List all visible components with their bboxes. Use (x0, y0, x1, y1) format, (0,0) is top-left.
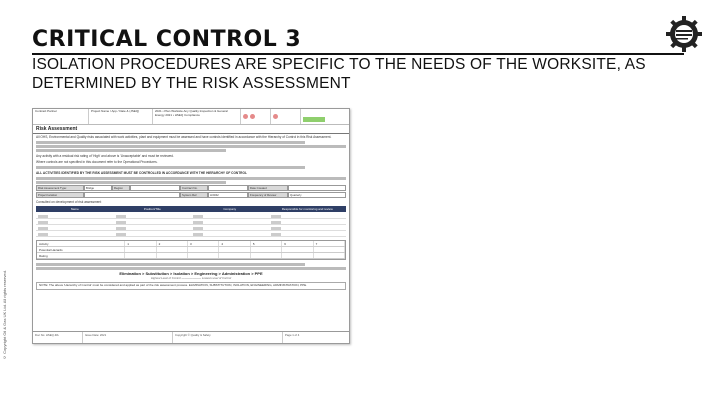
text-line (36, 141, 305, 144)
matrix-row (37, 253, 345, 259)
form-label: Project location (36, 192, 84, 198)
doc-header-cell (271, 109, 301, 124)
side-copyright: © Copyright Oil & Gas UK Ltd. All rights reserved. (2, 270, 7, 360)
text-line (36, 267, 346, 270)
consult-table-header (36, 206, 346, 212)
footer-cell: Copyright © Quality & Safety (173, 332, 283, 343)
col-header: Position/Title (143, 207, 161, 211)
footer-cell: Doc No: HSEQ-RA (33, 332, 83, 343)
matrix-cell: 1 (125, 241, 156, 246)
text-line (36, 149, 226, 152)
status-dot-icon (250, 114, 255, 119)
doc-section-title: Risk Assessment (33, 125, 349, 134)
col-header: Company (223, 207, 237, 211)
status-dot-icon (243, 114, 248, 119)
title-bar (32, 28, 684, 55)
form-label: Contract No. (180, 185, 208, 191)
matrix-cell: 3 (188, 241, 219, 246)
form-value (130, 185, 180, 191)
form-label: Frequency of Review (248, 192, 288, 198)
text-line (36, 177, 346, 180)
form-value (84, 192, 180, 198)
doc-header-value: 2021 • Plan Worksite Any Quality Inspection & General Energy 2021 • HSEQ Compliance (155, 109, 228, 117)
matrix-cell: Potential Hazards (37, 247, 125, 252)
matrix-cell: 2 (157, 241, 188, 246)
matrix-cell: 5 (251, 241, 282, 246)
doc-header-cell (89, 109, 153, 124)
doc-paragraph: ALL ACTIVITIES IDENTIFIED BY THE RISK ASSESSMENT MUST BE CONTROLLED IN ACCORDANCE WITH THE HIERARCHY OF CONTROL (36, 171, 247, 175)
form-value: Quarterly (288, 192, 346, 198)
doc-header-cell (301, 109, 349, 124)
page-title: CRITICAL CONTROL 3 (32, 27, 302, 52)
gear-logo-icon (664, 14, 704, 54)
footer-cell: Issue Date: 2021 (83, 332, 173, 343)
form-label: System Ref. (180, 192, 208, 198)
form-label: Risk Assessment Type: (36, 185, 84, 191)
consulted-label: Consulted on development of risk assessment (36, 200, 102, 204)
form-value: LDR42 (208, 192, 248, 198)
form-value: Bridge (84, 185, 112, 191)
matrix-cell: 7 (314, 241, 345, 246)
table-row (36, 231, 346, 237)
doc-header-cell (153, 109, 241, 124)
doc-header-cell (33, 109, 89, 124)
doc-header-value: Project Name / App / Date & (JSEQ) (91, 109, 140, 113)
status-badge (303, 117, 325, 122)
hierarchy-scale: Highest Level of Control ——————— Lowest Level of Control (150, 276, 232, 280)
text-line (36, 166, 305, 169)
hierarchy-of-control: Elimination > Substitution > Isolation > Engineering > Administration > PPE (119, 271, 263, 276)
doc-paragraph: Where controls are not specified in this document refer to the Operational Procedures. (36, 160, 158, 164)
doc-paragraph: Any activity with a residual risk rating of 'High' and above is 'Unacceptable' and must be reviewed. (36, 154, 174, 158)
matrix-cell: Rating (37, 253, 125, 258)
doc-header-table (33, 109, 349, 125)
footer-cell: Page 1 of 4 (285, 333, 300, 337)
text-line (36, 181, 226, 184)
text-line (36, 263, 305, 266)
risk-assessment-document (32, 108, 350, 344)
doc-paragraph: All OHS, Environmental and Quality risks associated with work activities, plant and equipment must be assessed and have controls identified in accordance with the Hierarchy of Control in this Risk Assessment. (36, 135, 332, 139)
matrix-cell: 4 (219, 241, 250, 246)
form-label: Date Created (248, 185, 288, 191)
hierarchy-note: NOTE: The above 'Hierarchy of Control' must be considered and applied as part of the risk assessment process. ELIMINATION, SUBSTITUTION, ISOLATION, ENGINEERING, ADMINISTRATION, PPE. (36, 282, 346, 290)
col-header: Responsible for monitoring and review (281, 207, 333, 211)
doc-header-cell (241, 109, 271, 124)
text-line (36, 145, 346, 148)
matrix-cell: 6 (282, 241, 313, 246)
status-dot-icon (273, 114, 278, 119)
doc-footer (33, 331, 349, 343)
form-row (36, 192, 346, 198)
form-value (288, 185, 346, 191)
page-subtitle: ISOLATION PROCEDURES ARE SPECIFIC TO THE NEEDS OF THE WORKSITE, AS DETERMINED BY THE RISK ASSESSMENT (32, 56, 646, 92)
col-header: Name (70, 207, 79, 211)
form-row (36, 185, 346, 191)
form-label: Region (112, 185, 130, 191)
form-value (208, 185, 248, 191)
matrix-cell: Activity (37, 241, 125, 246)
risk-matrix (36, 240, 346, 260)
doc-header-value: Contract Partner (35, 109, 58, 113)
